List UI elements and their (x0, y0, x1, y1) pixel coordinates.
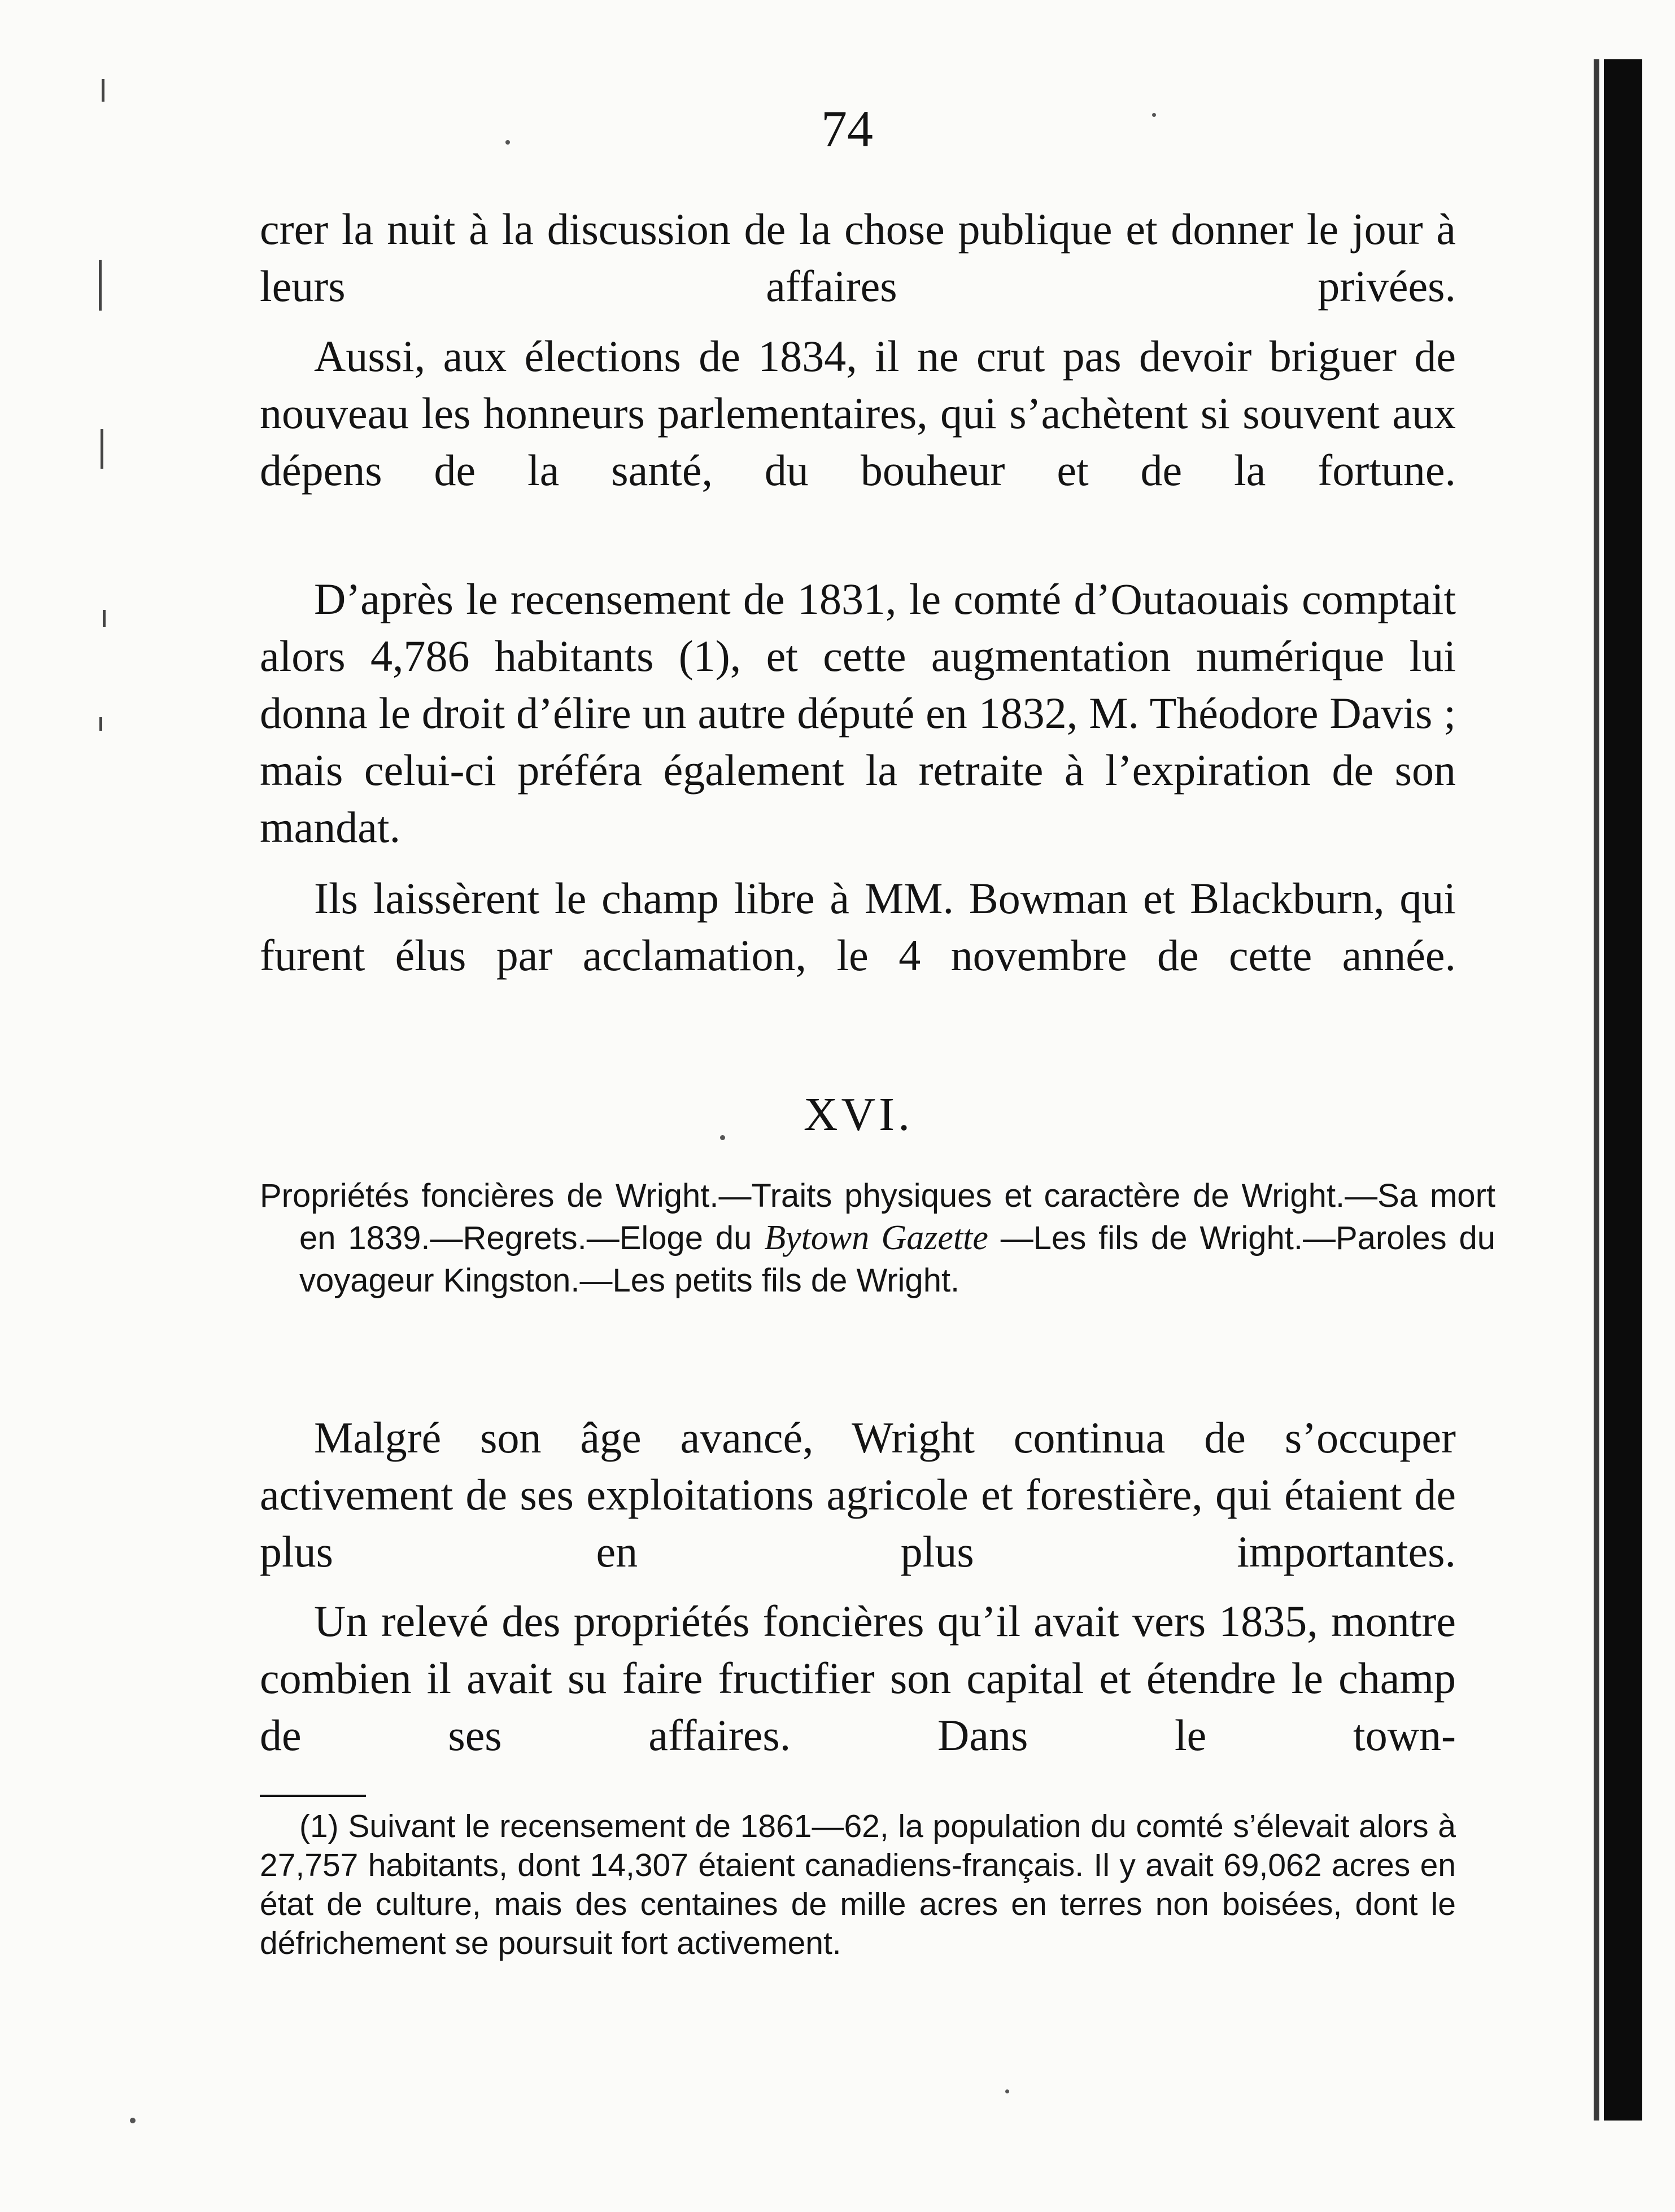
left-margin-marks (79, 68, 130, 2157)
scan-speck (130, 2118, 136, 2123)
scan-speck (505, 140, 510, 145)
footnote-rule (260, 1795, 366, 1797)
scan-speck (1152, 113, 1156, 117)
section-heading: XVI. (803, 1088, 914, 1141)
page-number: 74 (821, 100, 873, 158)
paragraph-1: crer la nuit à la discussion de la chose publique et donner le jour à leurs affaires privées. (260, 204, 1456, 311)
section-summary (260, 1175, 1495, 1302)
summary-text-2: —Les fils de Wright.—Paroles du voyageur Kingston.—Les petits fils de Wright. (299, 1220, 1495, 1299)
binding-shadow (1604, 59, 1642, 2121)
paragraph-3: D’après le recensement de 1831, le comté d’Outaouais comptait alors 4,786 habitants (1), et cette augmentation numérique lui donna le droit d’élire un autre député en 1832, M. Théodore Davis ; mais celui-ci préféra également la retraite à l’expiration de son mandat. (260, 574, 1456, 852)
paragraph-2: Aussi, aux élections de 1834, il ne crut pas devoir briguer de nouveau les honneurs parlementaires, qui s’achètent si souvent aux dépens de la santé, du bouheur et de la fortune. (260, 331, 1456, 495)
paragraph-4: Ils laissèrent le champ libre à MM. Bowman et Blackburn, qui furent élus par acclamation, le 4 novembre de cette année. (260, 874, 1456, 980)
paragraph-6: Un relevé des propriétés foncières qu’il avait vers 1835, montre combien il avait su faire fructifier son capital et étendre le champ de ses affaires. Dans le town- (260, 1596, 1456, 1760)
summary-newspaper-title: Bytown Gazette (764, 1219, 988, 1257)
paragraph-5: Malgré son âge avancé, Wright continua de s’occuper activement de ses exploitations agricole et forestière, qui étaient de plus en plus importantes. (260, 1413, 1456, 1576)
scan-speck (720, 1135, 725, 1140)
footnote: (1) Suivant le recensement de 1861—62, la population du comté s’élevait alors à 27,757 habitants, dont 14,307 étaient canadiens-français. Il y avait 69,062 acres en état de culture, mais des centaines de mille acres en terres non boisées, dont le défrichement se poursuit fort activement. (260, 1808, 1456, 1961)
scan-speck (1005, 2089, 1009, 2093)
summary-text-1: Propriétés foncières de Wright.—Traits physiques et caractère de Wright.—Sa mort en 1839.—Regrets.—Eloge du (260, 1177, 1495, 1256)
